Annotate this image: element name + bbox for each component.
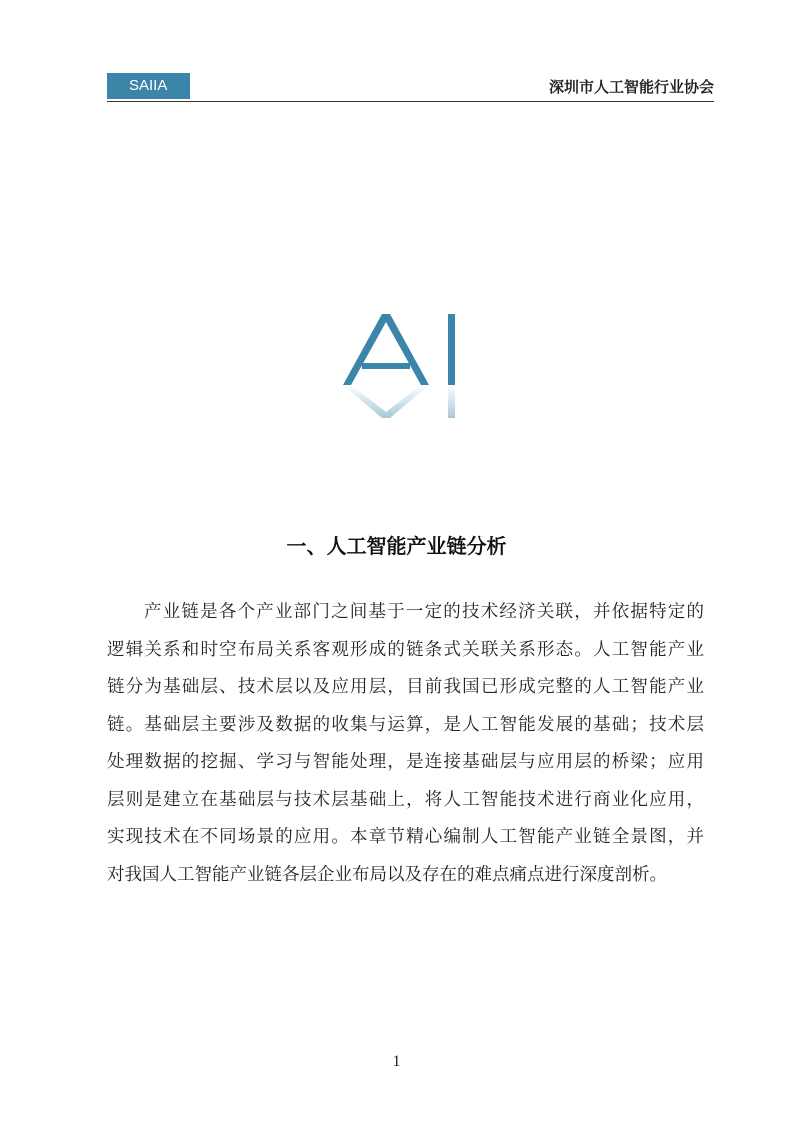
- section-title: 一、人工智能产业链分析: [286, 534, 507, 558]
- logo-letter-i: [448, 314, 455, 385]
- header-organization-name: 深圳市人工智能行业协会: [548, 78, 714, 96]
- paragraph-line: 对我国人工智能产业链各层企业布局以及存在的难点痛点进行深度剖析。: [107, 864, 667, 885]
- logo-reflection: [343, 385, 455, 418]
- page-number: 1: [392, 1053, 401, 1070]
- paragraph-line: 层则是建立在基础层与技术层基础上，将人工智能技术进行商业化应用，: [107, 789, 704, 810]
- paragraph-line: 处理数据的挖掘、学习与智能处理，是连接基础层与应用层的桥梁；应用: [107, 752, 704, 772]
- paragraph-line: 产业链是各个产业部门之间基于一定的技术经济关联，并依据特定的: [144, 602, 704, 622]
- paragraph-line: 链分为基础层、技术层以及应用层，目前我国已形成完整的人工智能产业: [107, 677, 704, 697]
- paragraph-line: 逻辑关系和时空布局关系客观形成的链条式关联关系形态。人工智能产业: [107, 639, 704, 660]
- header-badge: SAIIA: [107, 73, 190, 99]
- body-paragraph: [107, 594, 704, 894]
- ai-logo: [335, 300, 470, 420]
- logo-letter-a: [343, 314, 429, 385]
- paragraph-line: 链。基础层主要涉及数据的收集与运算，是人工智能发展的基础；技术层: [107, 714, 704, 735]
- page-header: [107, 73, 714, 102]
- paragraph-line: 实现技术在不同场景的应用。本章节精心编制人工智能产业链全景图，并: [107, 827, 704, 847]
